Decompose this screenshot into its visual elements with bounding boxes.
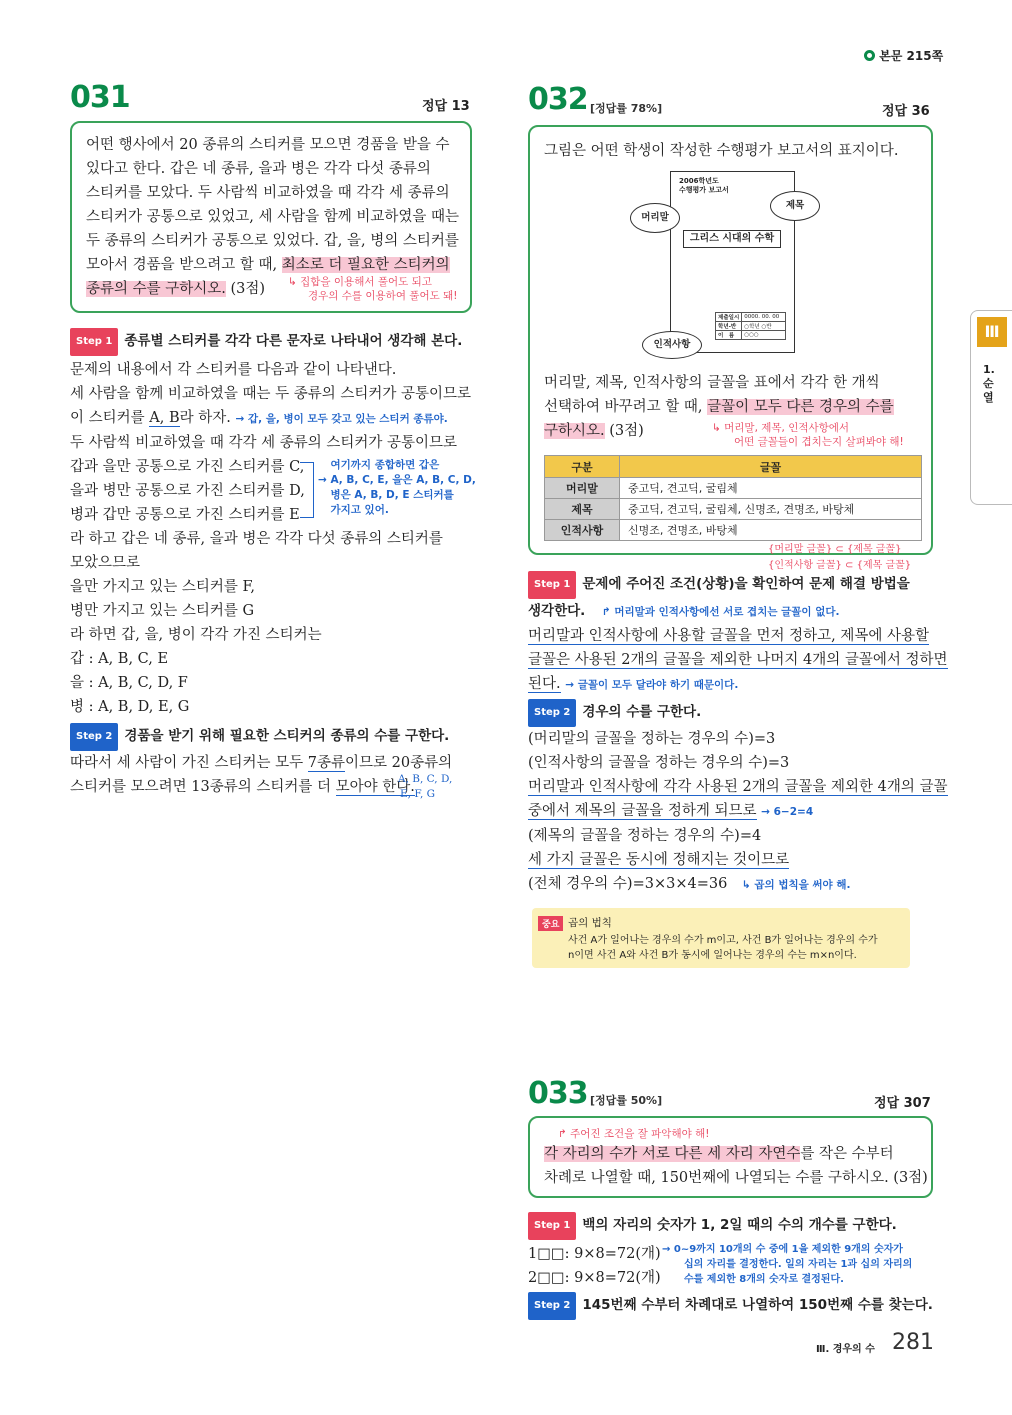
q31-line: 모았으므로 xyxy=(70,555,141,571)
q31-solution xyxy=(70,328,480,799)
q32-problem-line: 선택하여 바꾸려고 할 때, 글꼴이 모두 다른 경우의 수를 xyxy=(544,399,894,415)
step1-badge: Step 1 xyxy=(528,1212,576,1240)
step1-title: 종류별 스티커를 각각 다른 문자로 나타내어 생각해 본다. xyxy=(124,333,463,349)
key-box xyxy=(532,908,910,968)
q32-note-62: → 6−2=4 xyxy=(761,806,814,818)
q31-line: 을만 가지고 있는 스티커를 F, xyxy=(70,579,255,595)
q31-line: 이 스티커를 A, B라 하자. → 갑, 을, 병이 모두 갖고 있는 스티커 종류야. xyxy=(70,410,448,426)
q31-note-7: A, B, C, D, E, F, G xyxy=(398,773,453,800)
q33-problem-line: 차례로 나열할 때, 150번째에 나열되는 수를 구하시오. (3점) xyxy=(544,1170,928,1186)
q33-answer: 정답 307 xyxy=(874,1096,931,1111)
q32-hint: ↳ 머리말, 제목, 인적사항에서 어떤 글꼴들이 겹치는지 살펴봐야 해! xyxy=(712,422,904,448)
bubble-info: 인적사항 xyxy=(642,331,702,359)
step2-badge: Step 2 xyxy=(528,699,576,727)
q31-line: 병과 갑만 공통으로 가진 스티커를 E xyxy=(70,507,300,523)
q33-problem-line: 각 자리의 수가 서로 다른 세 자리 자연수를 작은 수부터 xyxy=(544,1146,894,1162)
cover-info: 제출일시 0000. 00. 00 학년-반 ○학년 ○반 이 름 ○○○ xyxy=(715,312,786,340)
bracket xyxy=(300,462,314,518)
q32-note-diff: → 글꼴이 모두 달라야 하기 때문이다. xyxy=(565,679,739,691)
q31-note-sum: 여기까지 종합하면 갑은 → A, B, C, E, 을은 A, B, C, D, 병은 A, B, D, E 스티커를 가지고 있어. xyxy=(318,459,476,516)
page-ref: 본문 215쪽 xyxy=(864,47,943,64)
q32-note-overlap: ↱ 머리말과 인적사항에선 서로 겹치는 글꼴이 없다. xyxy=(601,606,840,618)
q31-line: 을과 병만 공통으로 가진 스티커를 D, xyxy=(70,483,305,499)
circle-icon xyxy=(864,50,875,61)
q32-answer: 정답 36 xyxy=(882,104,930,119)
q31-number: 031 xyxy=(70,80,130,115)
q31-line: 따라서 세 사람이 가진 스티커는 모두 7종류이므로 20종류의 xyxy=(70,755,453,771)
q31-problem-box xyxy=(70,121,472,313)
font-table: 구분 글꼴 머리말 중고딕, 견고딕, 굴림체 제목 중고딕, 견고딕, 굴림체, 신명조, 견명조, 바탕체 인적사항 신명조, 견명조, 바탕체 xyxy=(544,455,922,541)
q32-problem-box xyxy=(528,125,933,555)
section-label: 1. 순열 xyxy=(983,363,995,404)
set-note: {머리말 글꼴} ⊂ {제목 글꼴} {인적사항 글꼴} ⊂ {제목 글꼴} xyxy=(768,544,912,571)
q32-line: 머리말과 인적사항에 각각 사용된 2개의 글꼴을 제외한 4개의 글꼴 xyxy=(528,779,948,795)
key-line: n이면 사건 A와 사건 B가 동시에 일어나는 경우의 수는 m×n이다. xyxy=(568,950,857,961)
key-badge: 중요 xyxy=(538,916,563,931)
step2-title: 경우의 수를 구한다. xyxy=(582,704,702,720)
step2-badge: Step 2 xyxy=(528,1292,576,1320)
q31-line: 라 하고 갑은 네 종류, 을과 병은 각각 다섯 종류의 스티커를 xyxy=(70,531,443,547)
step1-badge: Step 1 xyxy=(70,328,118,356)
q31-hint: ↳ 집합을 이용해서 풀어도 되고 경우의 수를 이용하여 풀어도 돼! xyxy=(288,276,458,302)
q31-line: 병만 가지고 있는 스티커를 G xyxy=(70,603,255,619)
q32-number: 032 xyxy=(528,82,588,117)
q31-note-ab: → 갑, 을, 병이 모두 갖고 있는 스티커 종류야. xyxy=(235,413,448,425)
step1-title: 백의 자리의 숫자가 1, 2일 때의 수의 개수를 구한다. xyxy=(582,1217,897,1233)
q33-line: 2□□: 9×8=72(개) xyxy=(528,1270,661,1286)
q32-line: (제목의 글꼴을 정하는 경우의 수)=4 xyxy=(528,828,762,844)
q31-problem-line: 있다고 한다. 갑은 네 종류, 을과 병은 각각 다섯 종류의 xyxy=(86,161,431,177)
step2-badge: Step 2 xyxy=(70,723,118,751)
q31-answer: 정답 13 xyxy=(422,99,470,114)
q32-line: (머리말의 글꼴을 정하는 경우의 수)=3 xyxy=(528,731,776,747)
q32-solution: Step 1 문제에 주어진 조건(상황)을 확인하여 문제 해결 방법을 생각한다. ↱ 머리말과 인적사항에선 서로 겹치는 글꼴이 없다. 머리말과 인적사항에 사용할 글꼴을 먼저 정하고, 제목에 사용할 글꼴은 사용된 2개의 글꼴을 제외한 나머지 4개의 글꼴에서 정하면 된다. → 글꼴이 모두 달라야 하기 때문이다. Step 2 경우의 수를 구한다. (머리말의 글꼴을 정하는 경우의 수)=3 (인적사항의 글꼴을 정하는 경우의 수)=3 머리말과 인적사항에 각각 사용된 2개의 글꼴을 제외한 4개의 글꼴 중에서 제목의 글꼴을 정하게 되므로 → 6−2=4 (제목의 글꼴을 정하는 경우의 수)=4 세 가지 글꼴은 동시에 정해지는 것이므로 (전체 경우의 수)=3×3×4=36 ↳ 곱의 법칙을 써야 해. xyxy=(528,571,938,897)
q31-line: 갑과 을만 공통으로 가진 스티커를 C, xyxy=(70,459,305,475)
bubble-head: 머리말 xyxy=(630,203,680,233)
table-row: 제목 중고딕, 견고딕, 굴림체, 신명조, 견명조, 바탕체 xyxy=(545,499,922,520)
step1-badge: Step 1 xyxy=(528,571,576,599)
q33-problem-box xyxy=(528,1116,933,1198)
cover-head: 2006학년도 수행평가 보고서 xyxy=(679,177,729,194)
q31-problem-line: 스티커를 모았다. 두 사람씩 비교하였을 때 각각 세 종류의 xyxy=(86,185,450,201)
q31-problem-line: 어떤 행사에서 20 종류의 스티커를 모으면 경품을 받을 수 xyxy=(86,137,450,153)
step1-title: 문제에 주어진 조건(상황)을 확인하여 문제 해결 방법을 xyxy=(582,576,910,592)
q32-line: (전체 경우의 수)=3×3×4=36 ↳ 곱의 법칙을 써야 해. xyxy=(528,876,851,892)
footer-chapter: Ⅲ. 경우의 수 xyxy=(816,1344,875,1355)
q33-rate: [정답률 50%] xyxy=(590,1094,663,1107)
q32-line: 머리말과 인적사항에 사용할 글꼴을 먼저 정하고, 제목에 사용할 xyxy=(528,628,930,644)
q32-line: 글꼴은 사용된 2개의 글꼴을 제외한 나머지 4개의 글꼴에서 정하면 xyxy=(528,652,948,668)
chapter-roman: Ⅲ xyxy=(977,317,1007,347)
q31-line: 문제의 내용에서 각 스티커를 다음과 같이 나타낸다. xyxy=(70,362,397,378)
q32-line: 세 가지 글꼴은 동시에 정해지는 것이므로 xyxy=(528,852,790,868)
q31-problem-line: 두 종류의 스티커가 공통으로 있었다. 갑, 을, 병의 스티커를 xyxy=(86,233,459,249)
q31-line: 갑 : A, B, C, E xyxy=(70,651,169,667)
q32-note-mul: ↳ 곱의 법칙을 써야 해. xyxy=(741,879,851,891)
q33-number: 033 xyxy=(528,1076,588,1111)
key-title: 곱의 법칙 xyxy=(568,917,612,929)
page-number: 281 xyxy=(892,1330,934,1355)
step2-title: 145번째 수부터 차례대로 나열하여 150번째 수를 찾는다. xyxy=(582,1297,933,1313)
q32-problem-line: 구하시오. (3점) xyxy=(544,423,644,439)
q31-line: 병 : A, B, D, E, G xyxy=(70,699,190,715)
q31-line: 라 하면 갑, 을, 병이 각각 가진 스티커는 xyxy=(70,627,322,643)
q31-line: 을 : A, B, C, D, F xyxy=(70,675,188,691)
q33-line: 1□□: 9×8=72(개) xyxy=(528,1246,661,1262)
q31-problem-line: 종류의 수를 구하시오. (3점) xyxy=(86,281,266,297)
q32-problem-line: 머리말, 제목, 인적사항의 글꼴을 표에서 각각 한 개씩 xyxy=(544,375,880,391)
q31-line: 세 사람을 함께 비교하였을 때는 두 종류의 스티커가 공통이므로 xyxy=(70,386,472,402)
q31-line: 두 사람씩 비교하였을 때 각각 세 종류의 스티커가 공통이므로 xyxy=(70,435,458,451)
table-row: 머리말 중고딕, 견고딕, 굴림체 xyxy=(545,478,922,499)
q32-line: (인적사항의 글꼴을 정하는 경우의 수)=3 xyxy=(528,755,790,771)
key-line: 사건 A가 일어나는 경우의 수가 m이고, 사건 B가 일어나는 경우의 수가 xyxy=(568,935,878,946)
step2-title: 경품을 받기 위해 필요한 스티커의 종류의 수를 구한다. xyxy=(124,728,450,744)
table-row: 인적사항 신명조, 견명조, 바탕체 xyxy=(545,520,922,541)
bubble-title: 제목 xyxy=(770,191,820,221)
q32-line: 중에서 제목의 글꼴을 정하게 되므로 → 6−2=4 xyxy=(528,803,814,819)
q32-intro: 그림은 어떤 학생이 작성한 수행평가 보고서의 표지이다. xyxy=(544,143,899,159)
chapter-tab xyxy=(970,310,1012,505)
q32-line: 된다. → 글꼴이 모두 달라야 하기 때문이다. xyxy=(528,676,739,692)
q31-problem-line: 스티커가 공통으로 있었고, 세 사람을 함께 비교하였을 때는 xyxy=(86,209,460,225)
q33-hint: ↱ 주어진 조건을 잘 파악해야 해! xyxy=(558,1128,710,1140)
q33-note: → 0~9까지 10개의 수 중에 1을 제외한 9개의 숫자가 십의 자리를 결정한다. 일의 자리는 1과 십의 자리의 수를 제외한 8개의 숫자로 결정된다. xyxy=(662,1244,913,1285)
q31-problem-line: 모아서 경품을 받으려고 할 때, 최소로 더 필요한 스티커의 xyxy=(86,257,450,273)
q32-rate: [정답률 78%] xyxy=(590,102,663,115)
q31-line: 스티커를 모으려면 13종류의 스티커를 더 모아야 한다. xyxy=(70,779,415,795)
cover-title: 그리스 시대의 수학 xyxy=(683,230,781,248)
